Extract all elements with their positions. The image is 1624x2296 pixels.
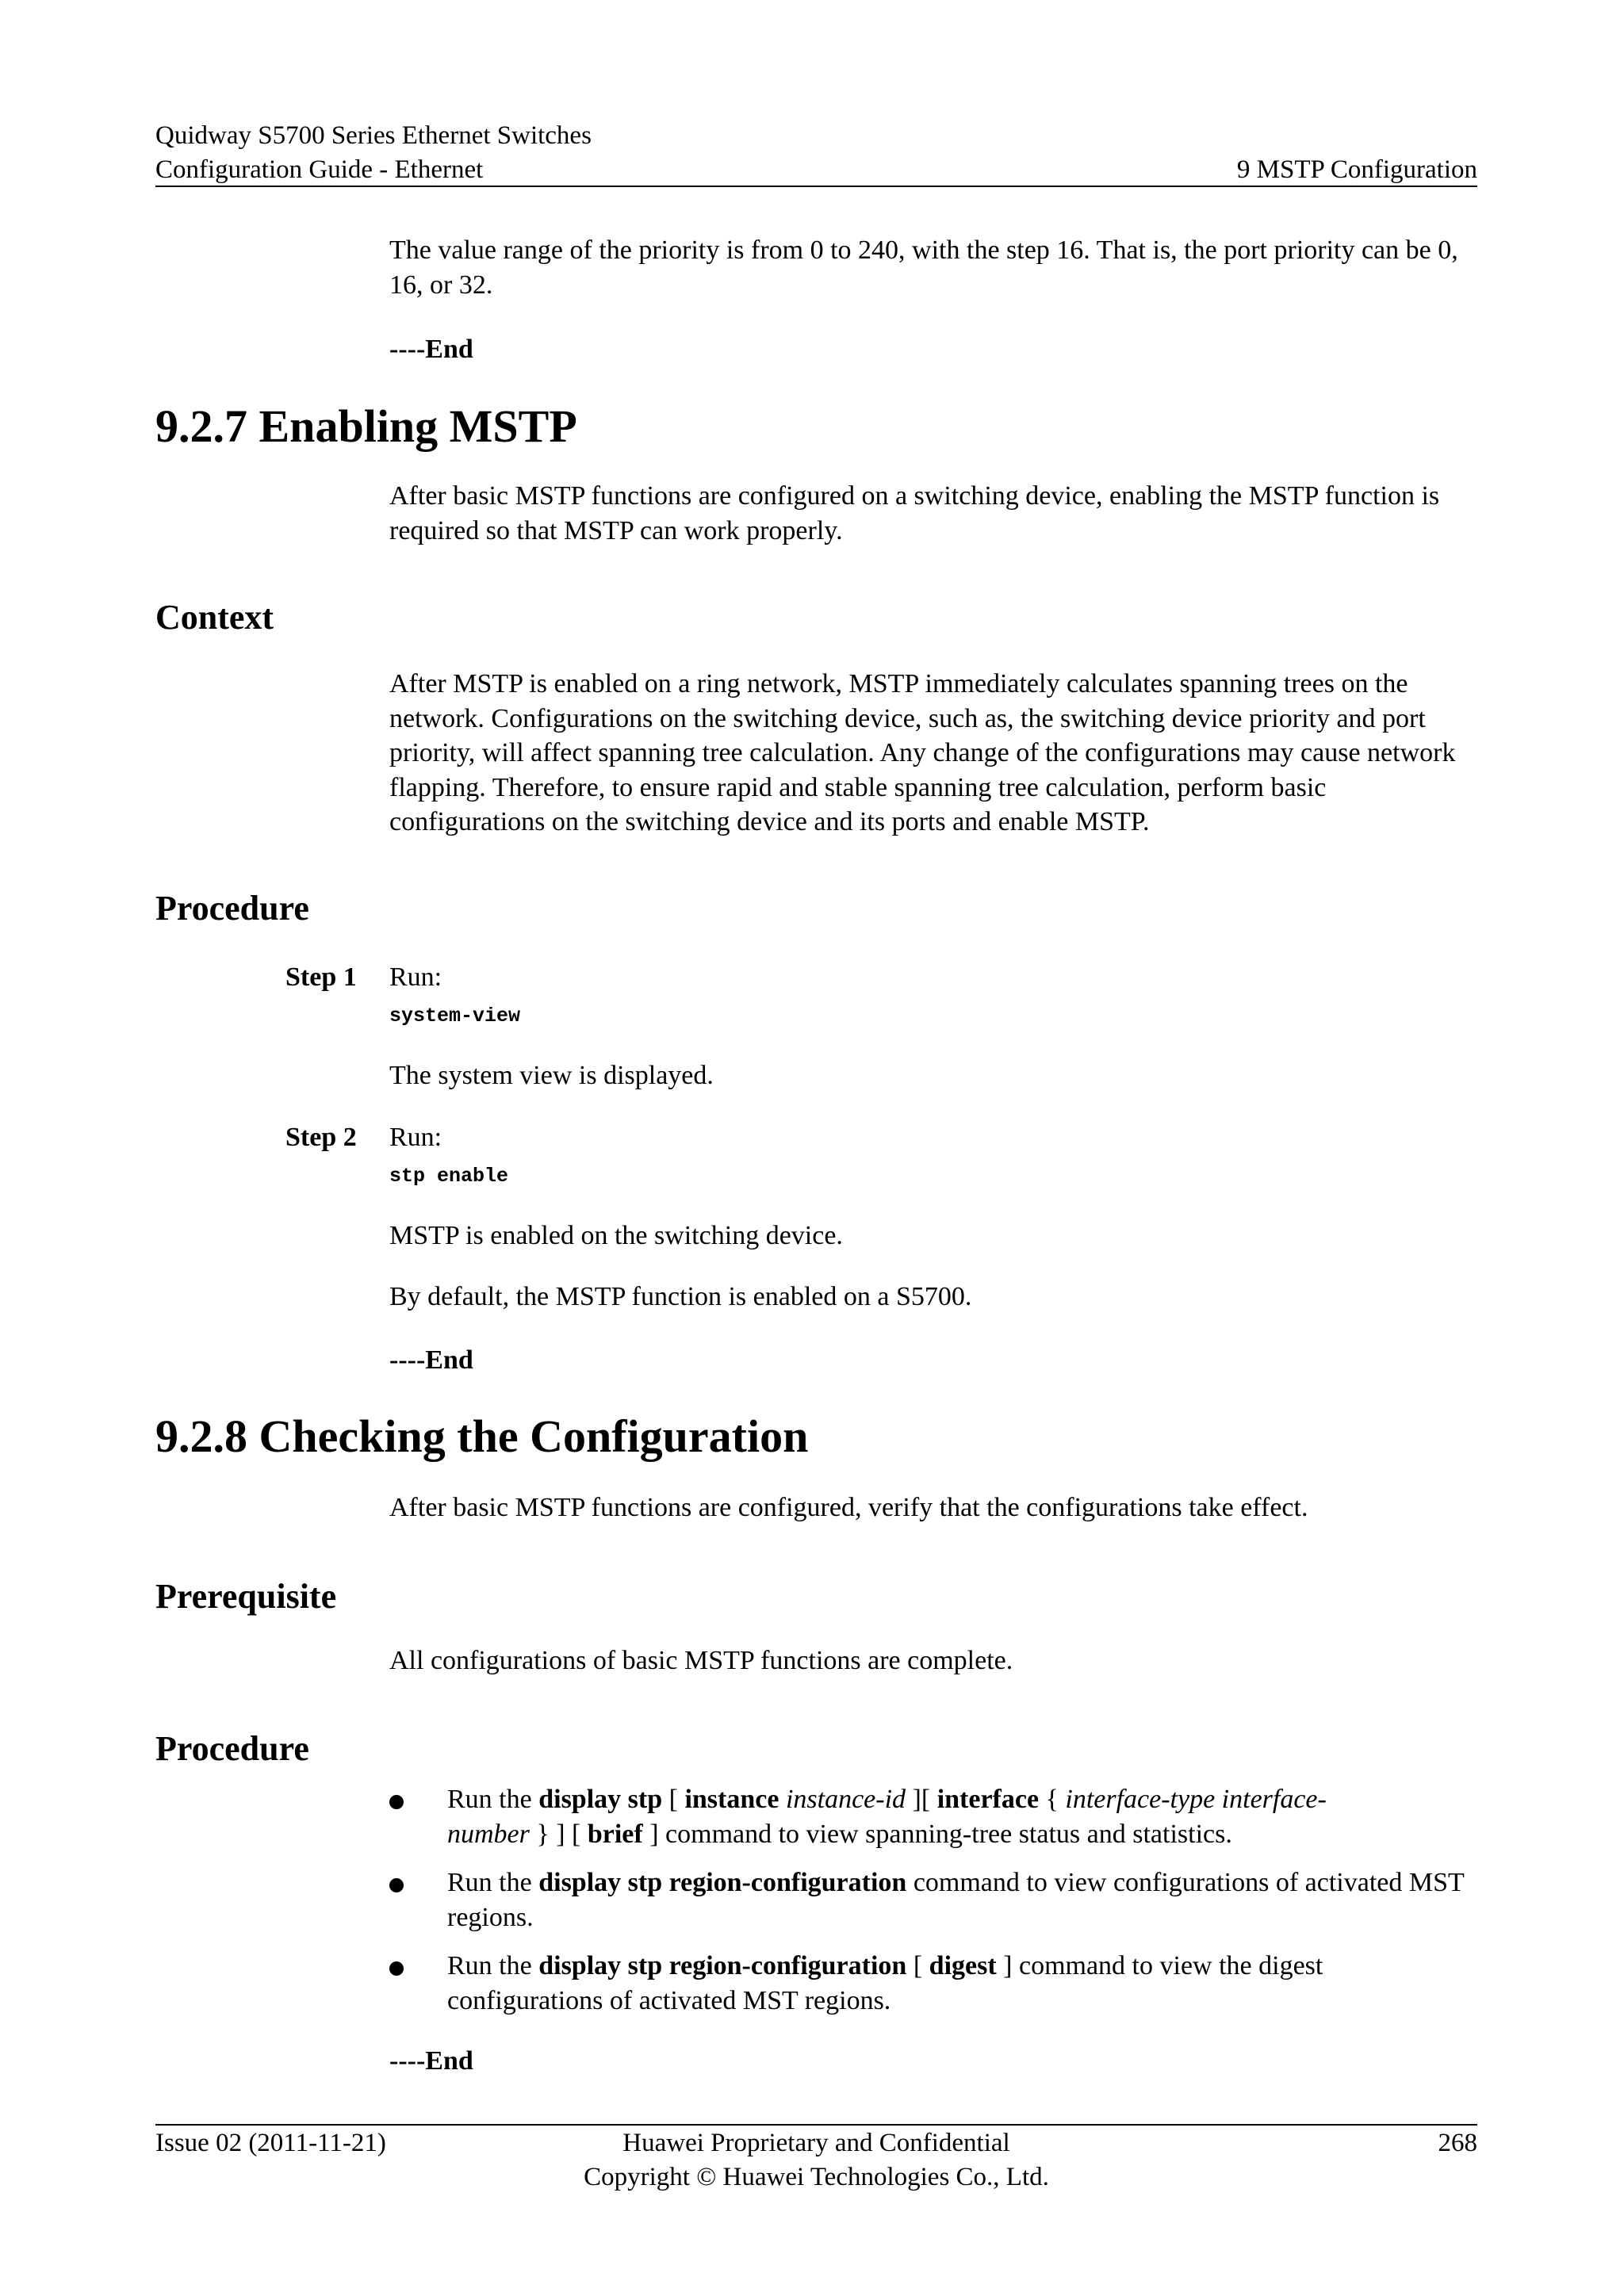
procedure-heading: Procedure — [155, 889, 309, 928]
bullet-item-display-stp — [447, 1782, 1478, 1851]
end-marker: ----End — [389, 2046, 473, 2076]
command-keyword: digest — [929, 1951, 997, 1980]
command-keyword: display stp — [538, 1785, 663, 1814]
step-2-command: stp enable — [389, 1165, 509, 1188]
bullet-icon — [389, 1795, 404, 1809]
step-2-note: By default, the MSTP function is enabled on a S5700. — [389, 1282, 972, 1311]
text-run: ][ — [906, 1785, 937, 1814]
text-run: Run the — [447, 1785, 539, 1814]
page-header — [155, 119, 1477, 187]
procedure-heading: Procedure — [155, 1729, 309, 1768]
prerequisite-heading: Prerequisite — [155, 1577, 337, 1616]
text-run: ] command to view the digest configurations of activated MST regions. — [447, 1951, 1323, 2015]
page-footer — [155, 2126, 1477, 2191]
bullet-item-region-config — [447, 1866, 1478, 1934]
text-run: } ] [ — [529, 1819, 588, 1849]
command-keyword: display stp region-configuration — [538, 1868, 907, 1897]
text-run: { — [1039, 1785, 1066, 1814]
command-argument: instance-id — [785, 1785, 906, 1814]
header-guide: Configuration Guide - Ethernet — [155, 155, 484, 184]
command-argument: number — [447, 1819, 530, 1849]
bullet-icon — [389, 1878, 404, 1892]
end-marker: ----End — [389, 1345, 473, 1375]
step-2-result: MSTP is enabled on the switching device. — [389, 1221, 843, 1250]
footer-page-number: 268 — [1438, 2129, 1477, 2157]
end-marker: ----End — [389, 335, 473, 364]
command-keyword: interface — [936, 1785, 1040, 1814]
text-run: ] command to view spanning-tree status and statistics. — [642, 1819, 1232, 1849]
section-title-9-2-8: 9.2.8 Checking the Configuration — [155, 1410, 809, 1462]
section-summary: After basic MSTP functions are configured, verify that the configurations take effect. — [389, 1493, 1308, 1522]
step-1-result: The system view is displayed. — [389, 1061, 714, 1090]
section-summary: After basic MSTP functions are configured on a switching device, enabling the MSTP function is required so that MSTP can work properly. — [389, 481, 1440, 545]
text-run: [ — [906, 1951, 929, 1980]
command-keyword: instance — [684, 1785, 779, 1814]
section-title-9-2-7: 9.2.7 Enabling MSTP — [155, 400, 577, 452]
step-1-label: Step 1 — [285, 962, 357, 992]
footer-divider — [155, 2124, 1477, 2126]
bullet-icon — [389, 1961, 404, 1976]
text-run: [ — [662, 1785, 685, 1814]
text-run: command to view configurations of activated MST regions. — [447, 1868, 1465, 1932]
footer-copyright: Copyright © Huawei Technologies Co., Ltd. — [584, 2163, 1049, 2191]
bullet-item-region-digest — [447, 1949, 1478, 2018]
command-keyword: display stp region-configuration — [538, 1951, 907, 1980]
step-2-label: Step 2 — [285, 1123, 357, 1152]
step-1-run: Run: — [389, 962, 442, 992]
intro-paragraph: The value range of the priority is from 0 to 240, with the step 16. That is, the port priority can be 0, 16, or 32. — [389, 235, 1458, 300]
prerequisite-paragraph: All configurations of basic MSTP functions are complete. — [389, 1646, 1013, 1675]
command-argument: interface-type interface- — [1065, 1785, 1327, 1814]
header-divider — [155, 186, 1477, 187]
step-2-run: Run: — [389, 1123, 442, 1152]
footer-issue: Issue 02 (2011-11-21) — [155, 2129, 386, 2157]
footer-confidential: Huawei Proprietary and Confidential — [622, 2129, 1010, 2157]
text-run — [779, 1785, 786, 1814]
context-paragraph: After MSTP is enabled on a ring network, MSTP immediately calculates spanning trees on the network. Configurations on the switching device, such as, the switching device priority and port priority, will affect spanning tree calculation. Any change of the configurations may cause network flapping. Therefore, to ensure rapid and stable spanning tree calculation, perform basic configurations on the switching device and its ports and enable MSTP. — [389, 669, 1456, 836]
text-run: Run the — [447, 1951, 539, 1980]
header-product: Quidway S5700 Series Ethernet Switches — [155, 121, 592, 150]
context-heading: Context — [155, 598, 274, 637]
text-run: Run the — [447, 1868, 539, 1897]
command-keyword: brief — [587, 1819, 643, 1849]
header-chapter: 9 MSTP Configuration — [1236, 155, 1477, 184]
step-1-command: system-view — [389, 1004, 521, 1027]
